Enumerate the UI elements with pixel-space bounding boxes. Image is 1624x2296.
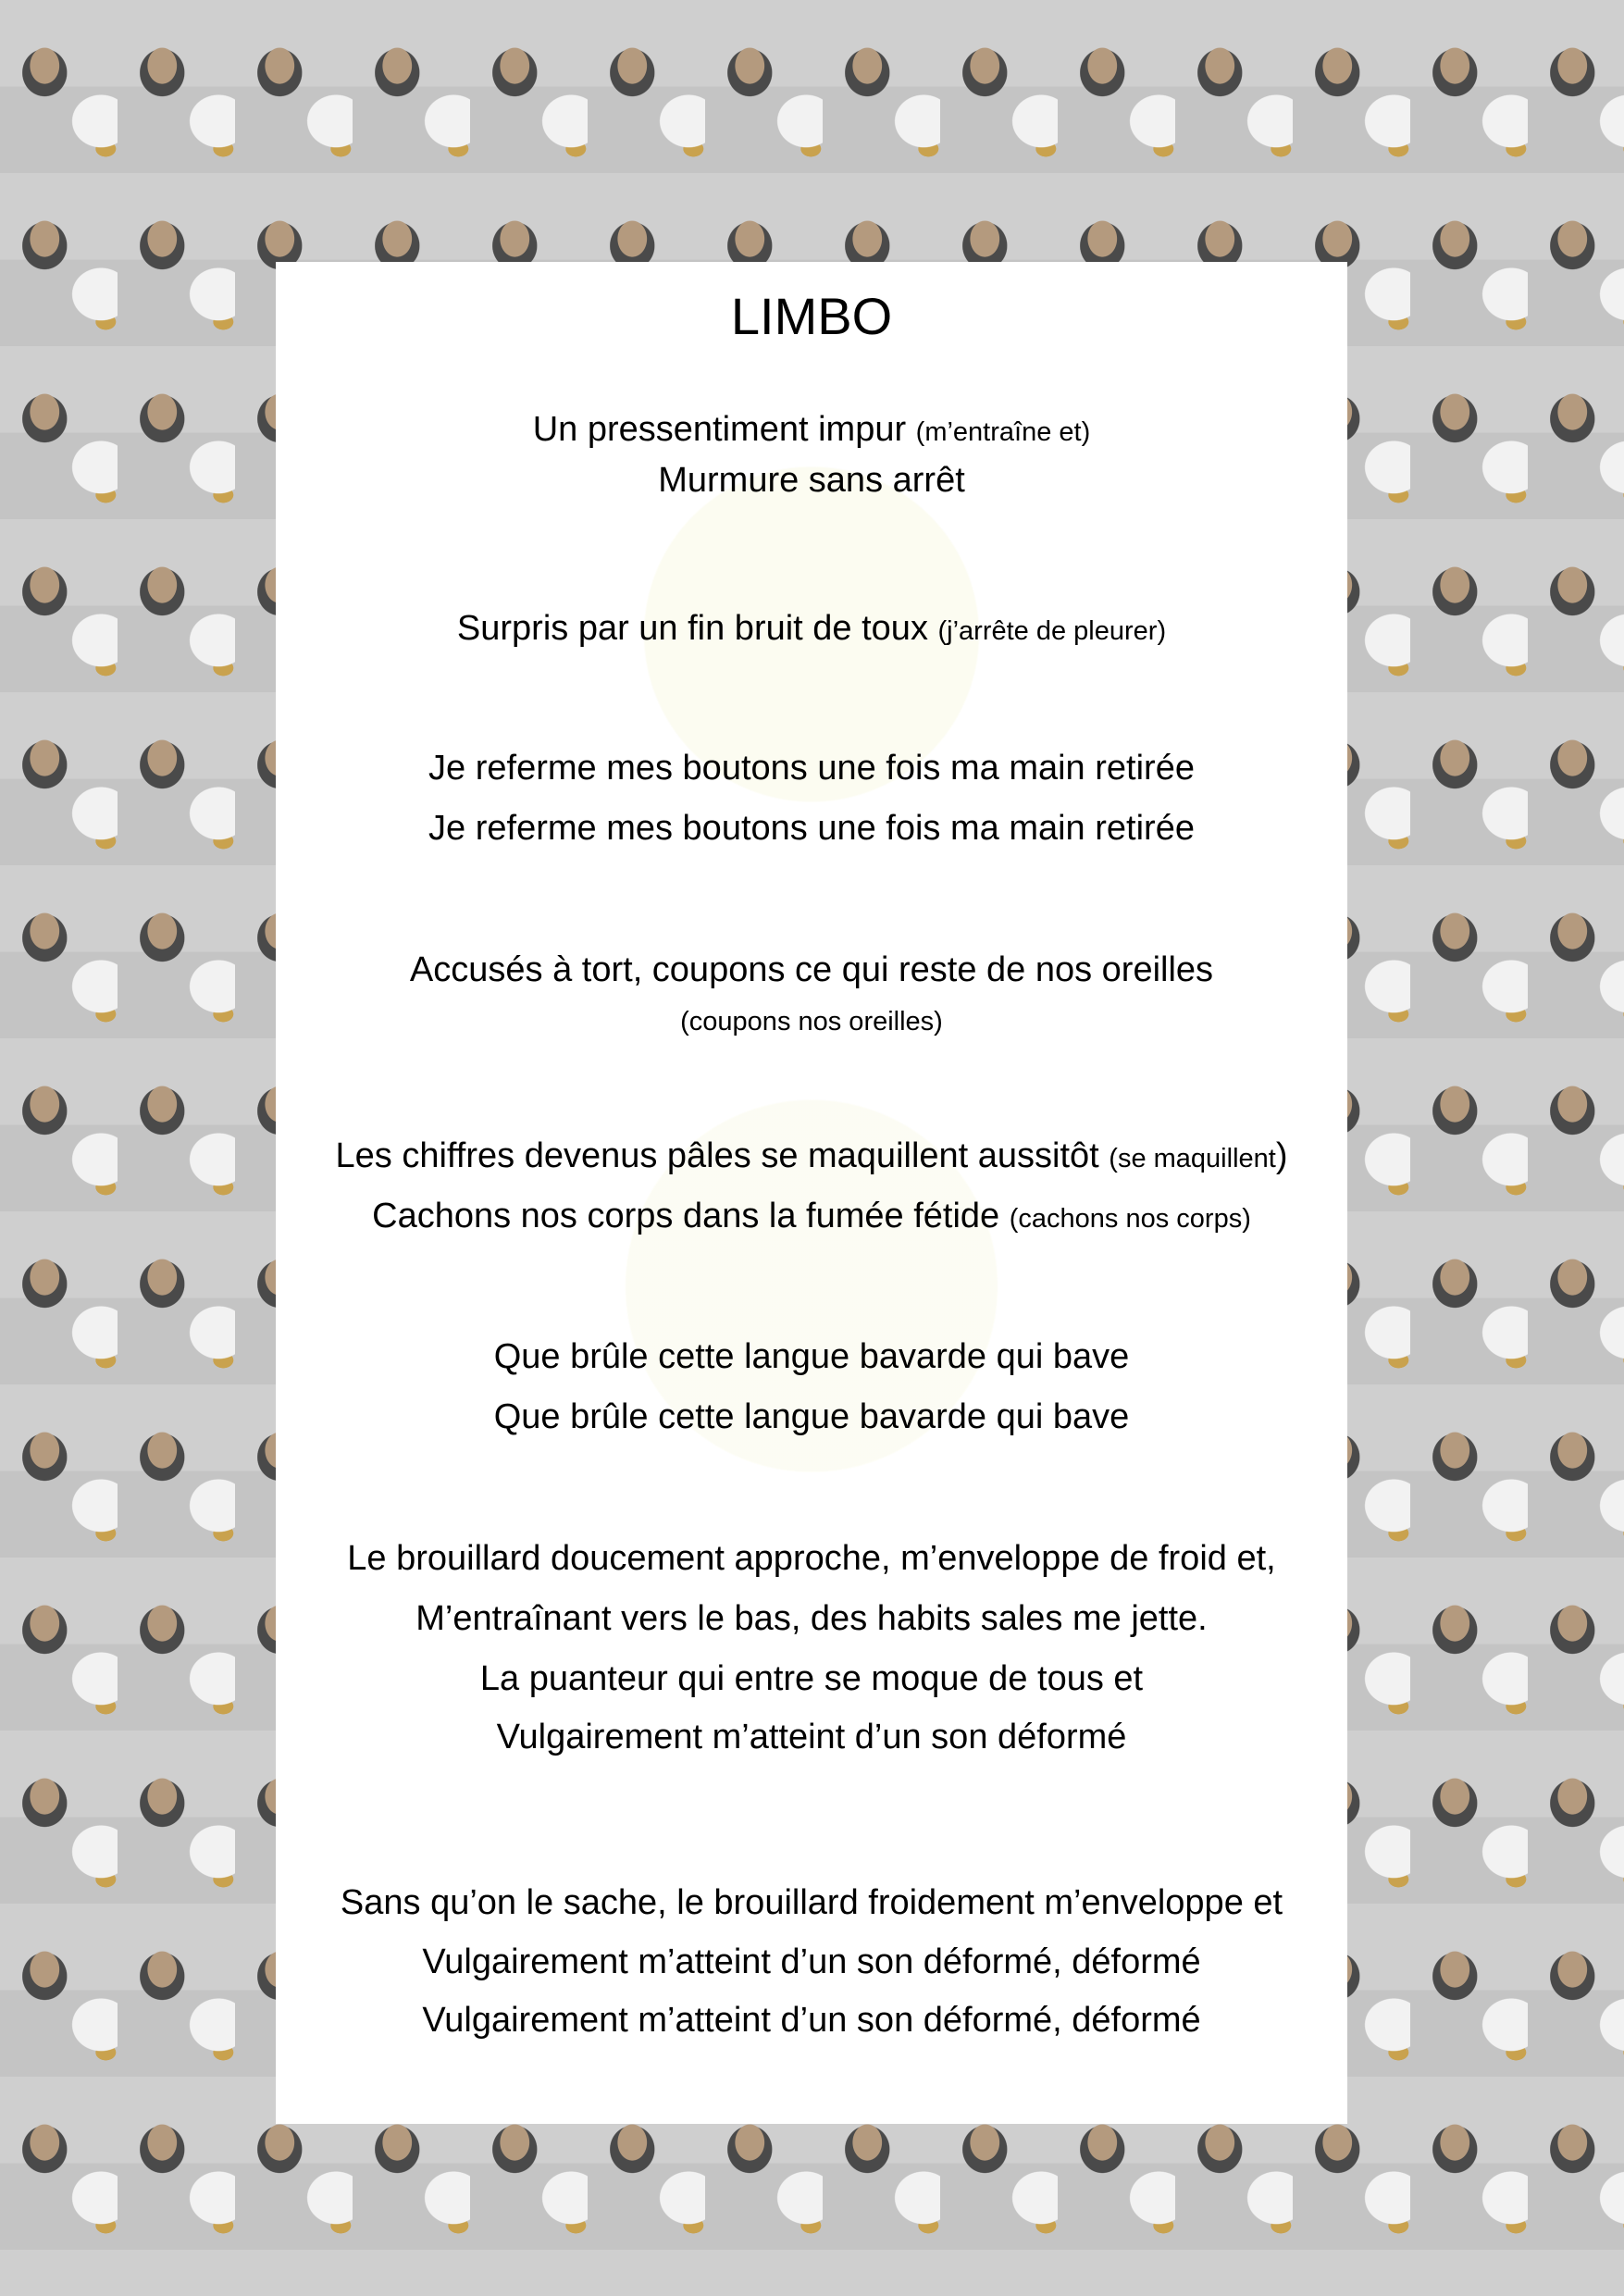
poem-line: Sans qu’on le sache, le brouillard froidement m’enveloppe et [340, 1883, 1283, 1922]
aside-text: (se maquillent [1109, 1144, 1276, 1173]
poem-line: Que brûle cette langue bavarde qui bave [493, 1337, 1130, 1376]
poem-line: Murmure sans arrêt [658, 461, 965, 500]
poem-line: Cachons nos corps dans la fumée fétide (cachons nos corps) [372, 1197, 1251, 1235]
aside-text: (coupons nos oreilles) [680, 1007, 943, 1036]
poem-line: Je referme mes boutons une fois ma main retirée [428, 749, 1195, 788]
poem-title: LIMBO [730, 287, 893, 345]
aside-text: (m’entraîne et) [915, 417, 1091, 447]
poem-line: Que brûle cette langue bavarde qui bave [493, 1397, 1130, 1436]
aside-text: (j’arrête de pleurer) [937, 616, 1167, 646]
poem-line: Un pressentiment impur (m’entraîne et) [532, 410, 1091, 449]
poem-line: Surpris par un fin bruit de toux (j’arrête de pleurer) [456, 609, 1167, 648]
poem-sheet [276, 262, 1347, 2124]
poem-line: Vulgairement m’atteint d’un son déformé, déformé [422, 2001, 1201, 2040]
poem-line [276, 999, 1347, 1044]
poem-line: Vulgairement m’atteint d’un son déformé, déformé [422, 1942, 1201, 1981]
poem-line: Le brouillard doucement approche, m’enveloppe de froid et, [347, 1539, 1276, 1578]
poem-line: M’entraînant vers le bas, des habits sales me jette. [415, 1599, 1208, 1638]
aside-text: (cachons nos corps) [1009, 1204, 1251, 1234]
poem-line: La puanteur qui entre se moque de tous et [479, 1659, 1144, 1698]
poem-line: Vulgairement m’atteint d’un son déformé [496, 1718, 1127, 1756]
poem-line: Les chiffres devenus pâles se maquillent aussitôt (se maquillent) [335, 1136, 1288, 1175]
poem-line: Je referme mes boutons une fois ma main retirée [428, 809, 1195, 848]
poem-line: Accusés à tort, coupons ce qui reste de nos oreilles [409, 950, 1214, 989]
